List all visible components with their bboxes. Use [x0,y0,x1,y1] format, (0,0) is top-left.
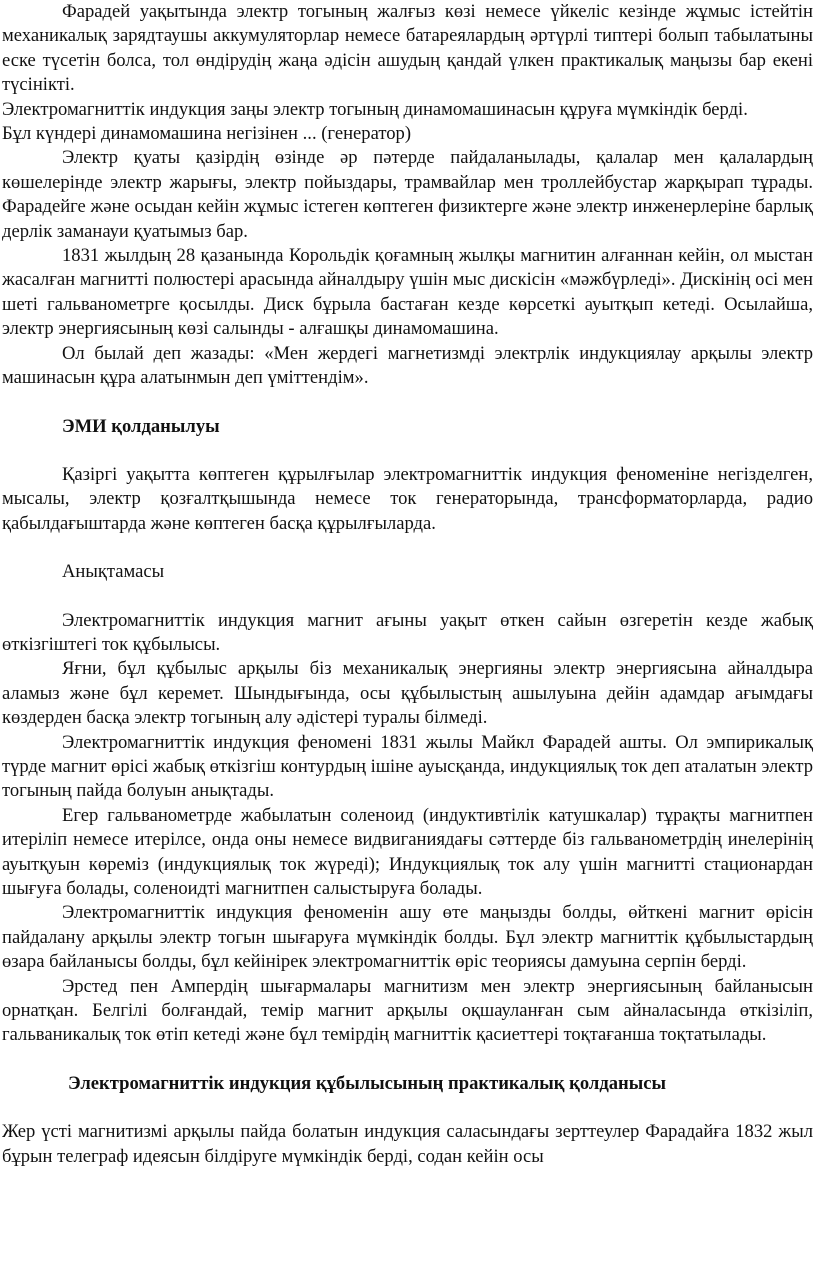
paragraph-importance: Электромагниттік индукция феноменін ашу өте маңызды болды, өйткені магнит өрісін пайдалану арқылы электр тогын шығаруға мүмкіндік болды. Бұл электр магниттік құбылыстардың өзара байланысы болды, бұл кейінірек электромагниттік өріс теориясы дамуына серпін берді. [2,902,813,973]
paragraph-devices: Қазіргі уақытта көптеген құрылғылар электромагниттік индукция феноменіне негізделген, мысалы, электр қозғалтқышында немесе ток генераторында, трансформаторларда, радио қабылдағыштарда және көптеген басқа құрылғыларда. [2,463,813,534]
paragraph-1831-experiment: 1831 жылдың 28 қазанында Корольдік қоғамның жылқы магнитин алғаннан кейін, ол мыстан жасалған магнитті полюстері арасында айналдыру үшін мыс дискісін «мәжбүрледі». Дискінің осі мен шеті гальванометрге қосылды. Диск бұрыла бастаған кезде көрсеткі ауытқып кетеді. Осылайша, электр энергиясының көзі салынды - алғашқы динамомашина. [2,245,813,340]
paragraph-electric-power: Электр қуаты қазірдің өзінде әр пәтерде пайдаланылады, қалалар мен қалалардың көшелерінде электр жарығы, электр пойыздары, трамвайлар мен троллейбустар жарқырап тұрады. Фарадейге және осыдан кейін жұмыс істеген көптеген физиктерге және электр инженерлеріне барлық дерлік заманауи қуатымыз бар. [2,147,813,242]
paragraph-mechanical-energy: Яғни, бұл құбылыс арқылы біз механикалық энергияны электр энергиясына айналдыра аламыз және бұл керемет. Шындығында, осы құбылыстың ашылуына дейін адамдар ағымдағы көздерден басқа электр тогының алу әдістері туралы білмеді. [2,658,813,729]
spacer [2,536,813,560]
paragraph-induction-law: Электромагниттік индукция заңы электр тогының динамомашинасын құруға мүмкіндік берді. [2,98,748,120]
paragraph-telegraph: Жер үсті магнитизмі арқылы пайда болатын индукция саласындағы зерттеулер Фарадайға 1832 жыл бұрын телеграф идеясын білдіруге мүмкіндік берді, содан кейін осы [2,1121,813,1167]
section-heading-emi-applications: ЭМИ қолданылуы [62,415,220,437]
document-page [2,0,813,1169]
spacer [2,391,813,415]
section-heading-practical-use: Электромагниттік индукция құбылысының практикалық қолданысы [68,1072,667,1094]
spacer [2,1048,813,1072]
paragraph-discovery: Электромагниттік индукция феномені 1831 жылы Майкл Фарадей ашты. Ол эмпирикалық түрде магнит өрісі жабық өткізгіш контурдың ішіне ауысқанда, индукциялық ток деп аталатын электр тогының пайда болуын анықтады. [2,731,813,802]
paragraph-definition: Электромагниттік индукция магнит ағыны уақыт өткен сайын өзгеретін кезде жабық өткізгіштегі ток құбылысы. [2,609,813,655]
paragraph-faraday-quote: Ол былай деп жазады: «Мен жердегі магнетизмді электрлік индукциялау арқылы электр машинасын құра алатынмын деп үміттендім». [2,342,813,389]
spacer [2,585,813,609]
spacer [2,1096,813,1120]
paragraph-oersted-ampere: Эрстед пен Ампердің шығармалары магнитизм мен электр энергиясының байланысын орнатқан. Белгілі болғандай, темір магнит арқылы оқшауланған сым айналасында өткізіліп, гальваникалық ток өтіп кетеді және бұл темірдің магниттік қасиеттері тоқтағанша тоқтатылады. [2,975,813,1046]
paragraph-dynamo-today: Бұл күндері динамомашина негізінен ... (генератор) [2,123,412,145]
paragraph-solenoid: Егер гальванометрде жабылатын соленоид (индуктивтілік катушкалар) тұрақты магнитпен итеріліп немесе итерілсе, онда оны немесе видвиганиядағы сәттерде біз гальванометрдің инелерінің ауытқуын көреміз (индукциялық ток жүреді); Индукциялық ток алу үшін магнитті стационардан шығуға болады, соленоидті магнитпен салыстыруға болады. [2,804,813,899]
spacer [2,439,813,463]
paragraph-faraday-era: Фарадей уақытында электр тогының жалғыз көзі немесе үйкеліс кезінде жұмыс істейтін механикалық зарядтаушы аккумуляторлар немесе батареялардың әртүрлі типтері болып табылатыны еске түсетін болса, тол өндірудің жаңа әдісін ашудың қандай үлкен практикалық маңызы бар екені түсінікті. [2,1,813,96]
section-heading-definition: Анықтамасы [62,561,165,583]
